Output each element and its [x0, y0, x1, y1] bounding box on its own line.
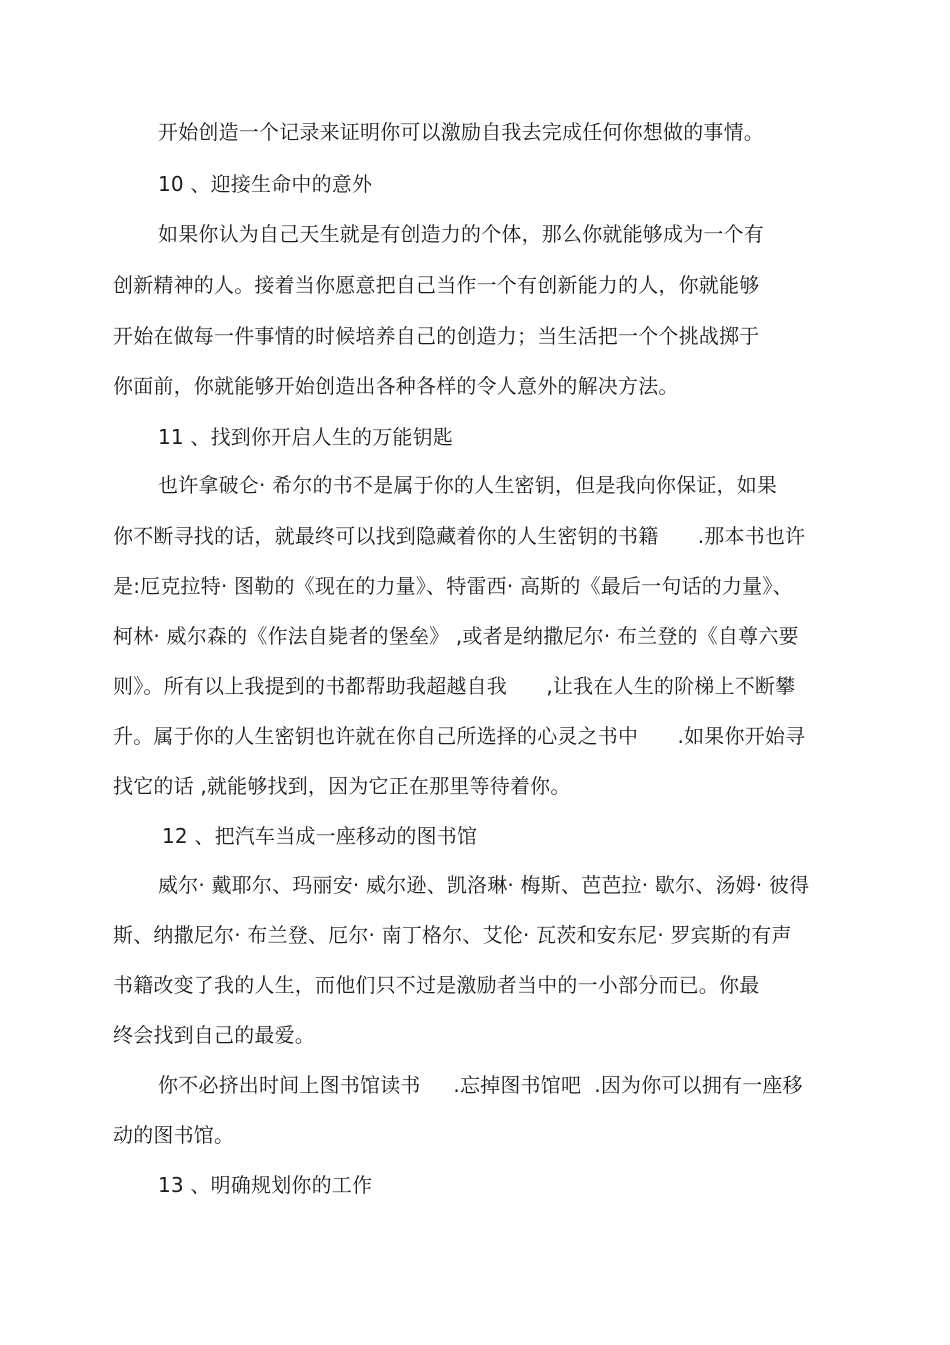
paragraph-line: 开始在做每一件事情的时候培养自己的创造力；当生活把一个个挑战掷于: [113, 324, 760, 348]
paragraph-line: 书籍改变了我的人生，而他们只不过是激励者当中的一小部分而已。你最: [113, 973, 760, 997]
paragraph-line: 升。属于你的人生密钥也许就在你自己所选择的心灵之书中 .如果你开始寻: [113, 724, 806, 748]
section-heading: 10 、迎接生命中的意外: [158, 172, 373, 196]
paragraph-line: 你不必挤出时间上图书馆读书 .忘掉图书馆吧 .因为你可以拥有一座移: [158, 1073, 803, 1097]
paragraph-line: 你不断寻找的话，就最终可以找到隐藏着你的人生密钥的书籍 .那本书也许: [113, 524, 806, 548]
paragraph-line: 你面前，你就能够开始创造出各种各样的令人意外的解决方法。: [113, 374, 679, 398]
paragraph-line: 是:厄克拉特· 图勒的《现在的力量》、特雷西· 高斯的《最后一句话的力量》、: [113, 574, 793, 598]
paragraph-line: 斯、纳撒尼尔· 布兰登、厄尔· 南丁格尔、艾伦· 瓦茨和安东尼· 罗宾斯的有声: [113, 923, 792, 947]
paragraph-line: 如果你认为自己天生就是有创造力的个体，那么你就能够成为一个有: [158, 222, 764, 246]
section-heading: 11 、找到你开启人生的万能钥匙: [158, 425, 454, 449]
paragraph-line: 找它的话 ,就能够找到，因为它正在那里等待着你。: [113, 774, 571, 798]
paragraph-line: 柯林· 威尔森的《作法自毙者的堡垒》 ,或者是纳撒尼尔· 布兰登的《自尊六要: [113, 624, 799, 648]
paragraph-line: 开始创造一个记录来证明你可以激励自我去完成任何你想做的事情。: [158, 120, 764, 144]
paragraph-line: 则》。所有以上我提到的书都帮助我超越自我 ,让我在人生的阶梯上不断攀: [113, 674, 796, 698]
paragraph-line: 也许拿破仑· 希尔的书不是属于你的人生密钥，但是我向你保证，如果: [158, 473, 778, 497]
paragraph-line: 动的图书馆。: [113, 1123, 235, 1147]
section-heading: 12 、把汽车当成一座移动的图书馆: [162, 824, 478, 848]
section-heading: 13 、明确规划你的工作: [158, 1173, 373, 1197]
paragraph-line: 威尔· 戴耶尔、玛丽安· 威尔逊、凯洛琳· 梅斯、芭芭拉· 歇尔、汤姆· 彼得: [158, 873, 810, 897]
paragraph-line: 创新精神的人。接着当你愿意把自己当作一个有创新能力的人，你就能够: [113, 273, 760, 297]
paragraph-line: 终会找到自己的最爱。: [113, 1023, 315, 1047]
